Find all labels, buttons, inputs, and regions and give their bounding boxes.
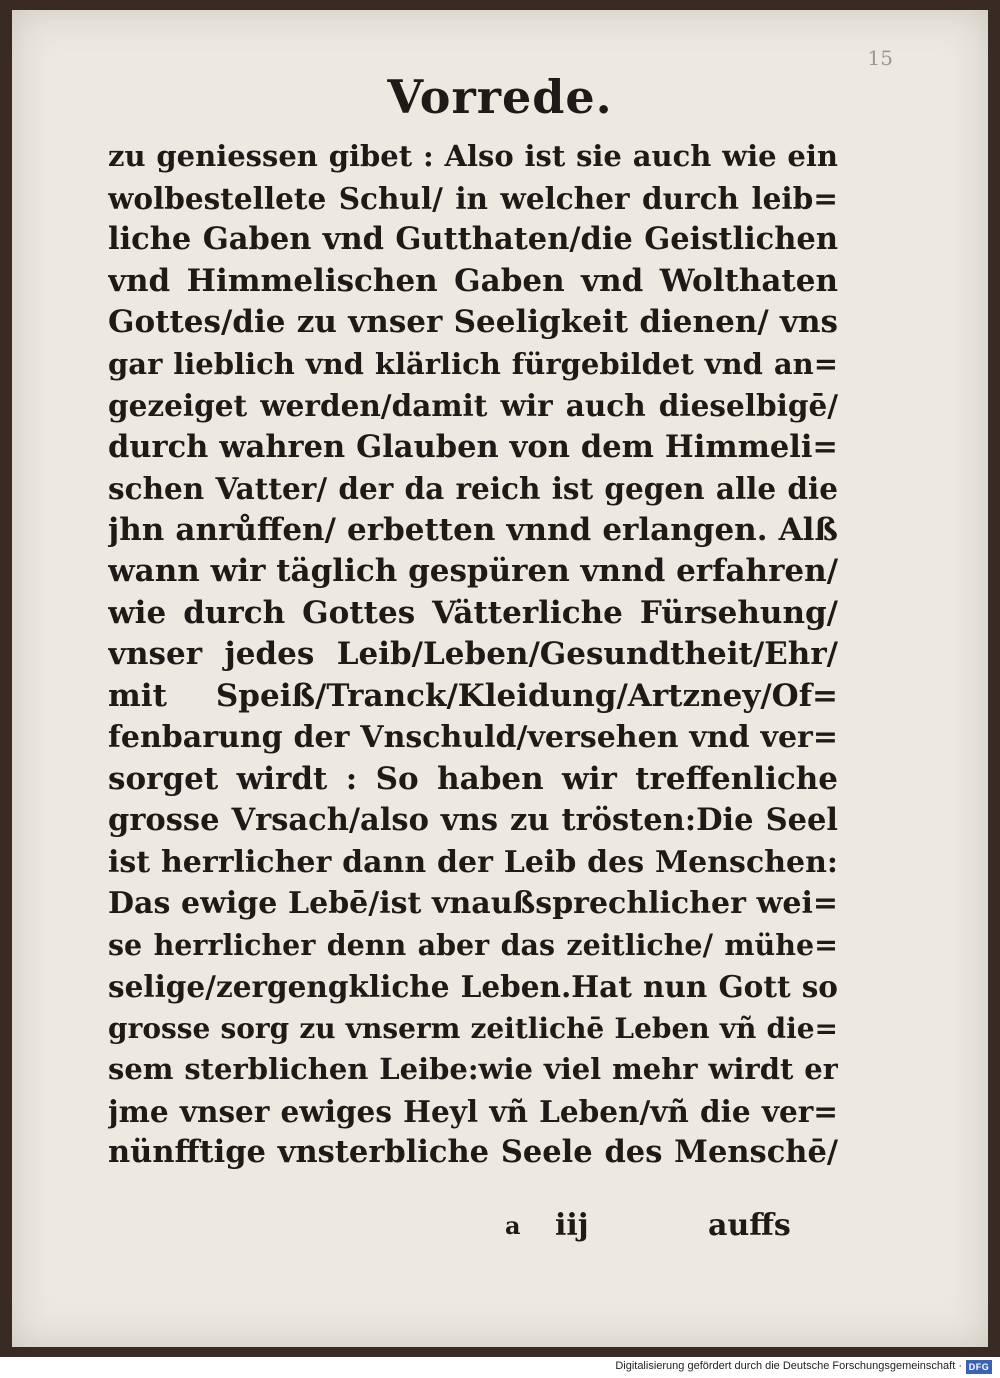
text-line: sem sterblichen Leibe:wie viel mehr wirdt er [108, 1052, 838, 1086]
catchword: auffs [708, 1208, 791, 1243]
text-line: sorget wirdt : So haben wir treffenliche [108, 760, 838, 797]
text-line: schen Vatter/ der da reich ist gegen alle die [108, 471, 838, 506]
folio-number: 15 [867, 46, 893, 70]
text-line: gar lieblich vnd klärlich fürgebildet vnd an= [108, 346, 838, 381]
signature-mark: a [505, 1211, 521, 1240]
text-line: jme vnser ewiges Heyl vñ Leben/vñ die ver= [108, 1093, 838, 1129]
text-line: nünfftige vnsterbliche Seele des Menschē/ [108, 1134, 838, 1170]
dfg-logo-icon[interactable]: DFG [966, 1360, 992, 1374]
text-line: Das ewige Lebē/ist vnaußsprechlicher wei= [108, 886, 838, 921]
running-head: Vorrede. [387, 70, 613, 124]
text-line: vnser jedes Leib/Leben/Gesundtheit/Ehr/ [108, 636, 838, 672]
text-line: mit Speiß/Tranck/Kleidung/Artzney/Of= [108, 677, 838, 714]
text-line: liche Gaben vnd Gutthaten/die Geistlichen [108, 221, 838, 257]
text-line: fenbarung der Vnschuld/versehen vnd ver= [108, 720, 838, 755]
funding-credit: Digitalisierung gefördert durch die Deutsche Forschungsgemeinschaft · [615, 1360, 962, 1372]
text-line: selige/zergengkliche Leben.Hat nun Gott so [108, 969, 838, 1004]
text-line: se herrlicher denn aber das zeitliche/ mühe= [108, 927, 838, 962]
text-line: grosse Vrsach/also vns zu trösten:Die Seel [108, 802, 838, 838]
text-line: grosse sorg zu vnserm zeitlichē Leben vñ die= [108, 1011, 838, 1045]
footer-bar [0, 1357, 1000, 1378]
body-text [108, 136, 838, 1174]
text-line: zu geniessen gibet : Also ist sie auch wie ein [108, 139, 838, 173]
text-line: ist herrlicher dann der Leib des Menschen: [108, 844, 838, 880]
text-line: wann wir täglich gespüren vnnd erfahren/ [108, 553, 838, 589]
signature-number: iij [555, 1208, 589, 1243]
text-line: wie durch Gottes Vätterliche Fürsehung/ [108, 594, 838, 631]
text-line: Gottes/die zu vnser Seeligkeit dienen/ vns [108, 304, 838, 340]
book-page [12, 10, 988, 1347]
text-line: gezeiget werden/damit wir auch dieselbigē/ [108, 388, 838, 423]
text-line: vnd Himmelischen Gaben vnd Wolthaten [108, 262, 838, 299]
text-line: jhn anrůffen/ erbetten vnnd erlangen. Alß [108, 511, 838, 548]
text-line: durch wahren Glauben von dem Himmeli= [108, 428, 838, 465]
text-line: wolbestellete Schul/ in welcher durch leib= [108, 180, 838, 216]
